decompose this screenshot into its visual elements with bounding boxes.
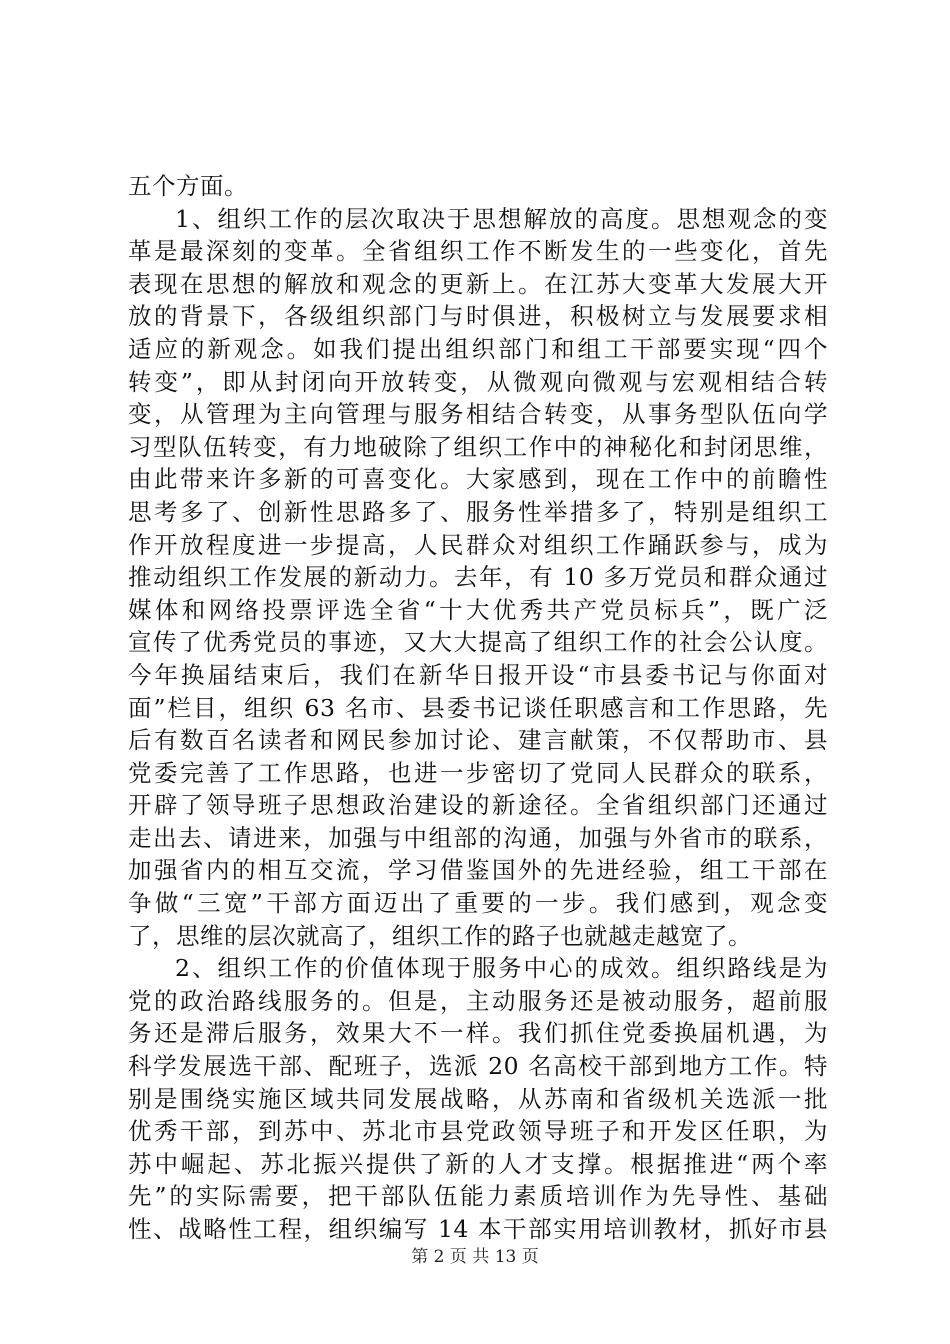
text-line: 了，思维的层次就高了，组织工作的路子也就越走越宽了。 xyxy=(128,921,752,950)
text-line: 2、组织工作的价值体现于服务中心的成效。组织路线是为 xyxy=(175,954,828,983)
text-line: 别是围绕实施区域共同发展战略，从苏南和省级机关选派一批 xyxy=(128,1084,828,1113)
text-line: 媒体和网络投票评选全省“十大优秀共产党员标兵”，既广泛 xyxy=(128,595,828,624)
text-line: 由此带来许多新的可喜变化。大家感到，现在工作中的前瞻性 xyxy=(128,465,828,494)
text-line: 优秀干部，到苏中、苏北市县党政领导班子和开发区任职，为 xyxy=(128,1117,828,1146)
text-line: 争做“三宽”干部方面迈出了重要的一步。我们感到，观念变 xyxy=(128,889,828,918)
text-line: 1、组织工作的层次取决于思想解放的高度。思想观念的变 xyxy=(175,204,828,233)
text-line: 后有数百名读者和网民参加讨论、建言献策，不仅帮助市、县 xyxy=(128,726,828,755)
text-line: 思考多了、创新性思路多了、服务性举措多了，特别是组织工 xyxy=(128,497,828,526)
text-line: 今年换届结束后，我们在新华日报开设“市县委书记与你面对 xyxy=(128,660,828,689)
text-line: 走出去、请进来，加强与中组部的沟通，加强与外省市的联系， xyxy=(128,823,828,852)
text-line: 表现在思想的解放和观念的更新上。在江苏大变革大发展大开 xyxy=(128,269,828,298)
text-line: 五个方面。 xyxy=(128,172,248,200)
text-line: 开辟了领导班子思想政治建设的新途径。全省组织部门还通过 xyxy=(128,791,828,820)
text-line: 务还是滞后服务，效果大不一样。我们抓住党委换届机遇，为 xyxy=(128,1019,828,1048)
text-line: 作开放程度进一步提高，人民群众对组织工作踊跃参与，成为 xyxy=(128,530,828,559)
text-line: 性、战略性工程，组织编写 14 本干部实用培训教材，抓好市县 xyxy=(128,1215,828,1243)
text-line: 转变”，即从封闭向开放转变，从微观向微观与宏观相结合转 xyxy=(128,367,828,396)
text-line: 科学发展选干部、配班子，选派 20 名高校干部到地方工作。特 xyxy=(128,1052,828,1081)
page-number-footer: 第 2 页 共 13 页 xyxy=(411,1247,539,1267)
text-line: 苏中崛起、苏北振兴提供了新的人才支撑。根据推进“两个率 xyxy=(128,1149,828,1178)
document-body xyxy=(128,170,828,1246)
text-line: 革是最深刻的变革。全省组织工作不断发生的一些变化，首先 xyxy=(128,237,828,266)
text-line: 加强省内的相互交流，学习借鉴国外的先进经验，组工干部在 xyxy=(128,856,828,885)
text-line: 党委完善了工作思路，也进一步密切了党同人民群众的联系， xyxy=(128,758,828,787)
text-line: 先”的实际需要，把干部队伍能力素质培训作为先导性、基础 xyxy=(128,1182,828,1211)
text-line: 放的背景下，各级组织部门与时俱进，积极树立与发展要求相 xyxy=(128,302,828,331)
text-line: 党的政治路线服务的。但是，主动服务还是被动服务，超前服 xyxy=(128,986,828,1015)
text-line: 适应的新观念。如我们提出组织部门和组工干部要实现“四个 xyxy=(128,334,828,363)
text-line: 推动组织工作发展的新动力。去年，有 10 多万党员和群众通过 xyxy=(128,563,828,592)
text-line: 变，从管理为主向管理与服务相结合转变，从事务型队伍向学 xyxy=(128,400,828,429)
text-line: 习型队伍转变，有力地破除了组织工作中的神秘化和封闭思维， xyxy=(128,432,828,461)
text-line: 面”栏目，组织 63 名市、县委书记谈任职感言和工作思路，先 xyxy=(128,693,828,722)
text-line: 宣传了优秀党员的事迹，又大大提高了组织工作的社会公认度。 xyxy=(128,628,828,657)
